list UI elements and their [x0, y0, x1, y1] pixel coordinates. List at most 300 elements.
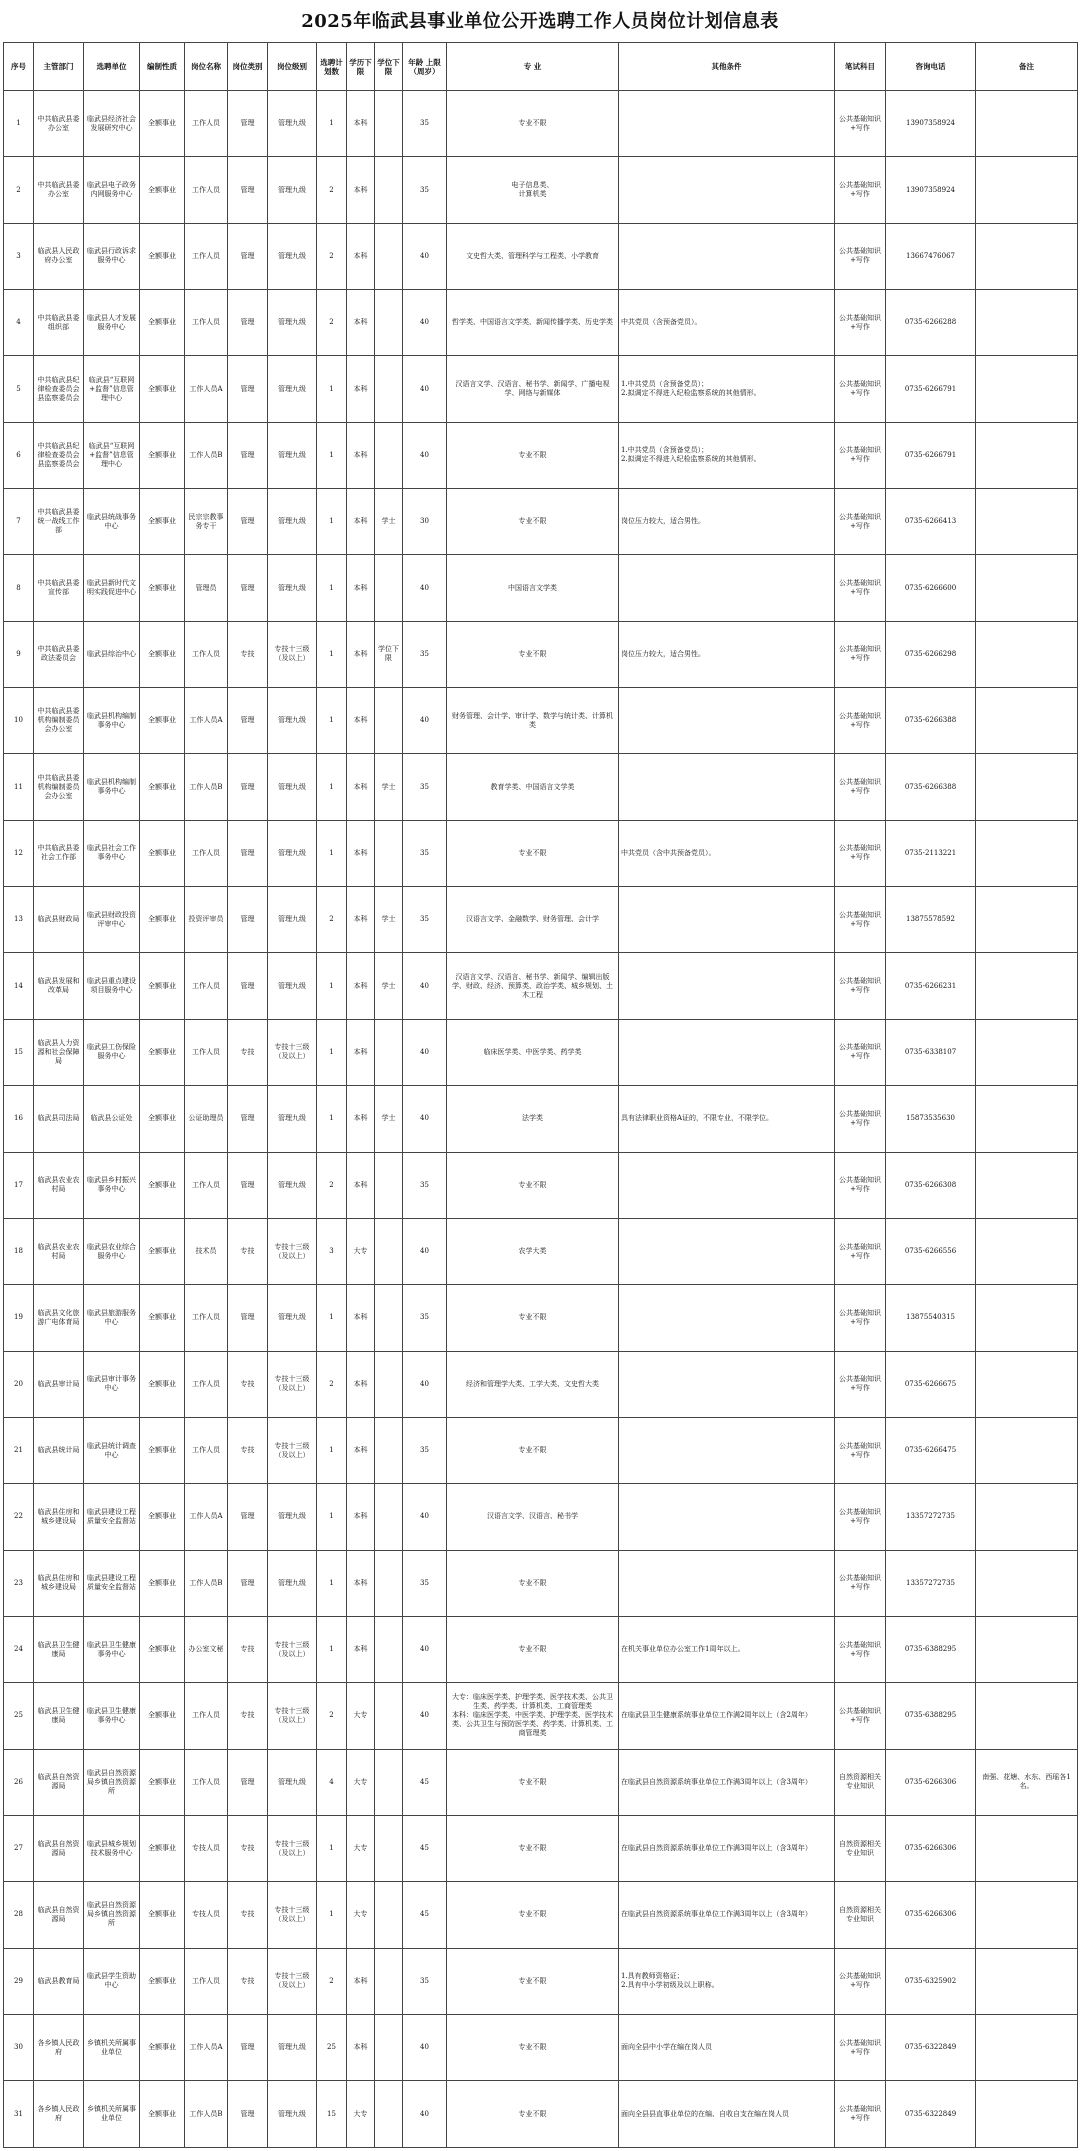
- cell-staffing-type: 全额事业: [140, 1882, 185, 1948]
- cell-age-max: 40: [403, 1218, 447, 1284]
- cell-department: 临武县自然资源局: [34, 1882, 84, 1948]
- cell-position-category: 管理: [228, 290, 268, 356]
- cell-position-category: 管理: [228, 953, 268, 1019]
- cell-position-name: 技术员: [185, 1218, 228, 1284]
- cell-department: 中共临武县委办公室: [34, 91, 84, 157]
- cell-major: 文史哲大类、管理科学与工程类、小学教育: [447, 223, 619, 289]
- cell-plan-count: 3: [317, 1218, 347, 1284]
- cell-major: 经济和管理学大类、工学大类、文史哲大类: [447, 1351, 619, 1417]
- cell-degree-min: [375, 290, 403, 356]
- cell-position-category: 管理: [228, 1086, 268, 1152]
- cell-exam-subject: 自然资源相关专业知识: [835, 1882, 886, 1948]
- cell-education-min: 本科: [347, 157, 375, 223]
- cell-phone: 13875578592: [886, 887, 976, 953]
- cell-position-category: 专技: [228, 1815, 268, 1881]
- cell-other-conditions: 中共党员（含预备党员）。: [619, 290, 835, 356]
- cell-department: 临武县农业农村局: [34, 1152, 84, 1218]
- cell-position-level: 管理九级: [268, 1152, 317, 1218]
- cell-education-min: 本科: [347, 1019, 375, 1085]
- cell-position-category: 管理: [228, 887, 268, 953]
- cell-degree-min: [375, 1815, 403, 1881]
- cell-age-max: 35: [403, 1550, 447, 1616]
- cell-position-name: 工作人员: [185, 157, 228, 223]
- cell-index: 24: [4, 1616, 34, 1682]
- cell-index: 18: [4, 1218, 34, 1284]
- cell-position-level: 管理九级: [268, 887, 317, 953]
- table-row: [4, 688, 1078, 754]
- header-unit: 选聘单位: [84, 43, 140, 91]
- cell-remarks: [976, 1484, 1078, 1550]
- cell-phone: 0735-6338107: [886, 1019, 976, 1085]
- cell-department: 临武县人民政府办公室: [34, 223, 84, 289]
- cell-position-level: 管理九级: [268, 91, 317, 157]
- cell-position-category: 管理: [228, 356, 268, 422]
- cell-remarks: 南强、花塘、水东、西瑶各1名。: [976, 1749, 1078, 1815]
- cell-unit: 临武县行政诉求服务中心: [84, 223, 140, 289]
- cell-education-min: 本科: [347, 953, 375, 1019]
- cell-position-name: 管理员: [185, 555, 228, 621]
- cell-age-max: 40: [403, 953, 447, 1019]
- cell-exam-subject: 自然资源相关专业知识: [835, 1749, 886, 1815]
- cell-exam-subject: 公共基础知识+写作: [835, 356, 886, 422]
- cell-unit: 临武县建设工程质量安全监督站: [84, 1484, 140, 1550]
- cell-index: 9: [4, 621, 34, 687]
- cell-phone: 0735-6325902: [886, 1948, 976, 2014]
- cell-plan-count: 1: [317, 356, 347, 422]
- position-plan-table: [3, 42, 1078, 2148]
- cell-major: 专业不限: [447, 1417, 619, 1483]
- cell-education-min: 本科: [347, 820, 375, 886]
- cell-plan-count: 1: [317, 1285, 347, 1351]
- header-degree-min: 学位下限: [375, 43, 403, 91]
- cell-remarks: [976, 1683, 1078, 1749]
- cell-phone: 0735-6388295: [886, 1683, 976, 1749]
- cell-unit: 临武县经济社会发展研究中心: [84, 91, 140, 157]
- cell-degree-min: [375, 1152, 403, 1218]
- cell-plan-count: 4: [317, 1749, 347, 1815]
- cell-department: 临武县审计局: [34, 1351, 84, 1417]
- cell-plan-count: 1: [317, 1086, 347, 1152]
- cell-exam-subject: 公共基础知识+写作: [835, 1218, 886, 1284]
- cell-other-conditions: 1.中共党员（含预备党员）； 2.拟调定不得进入纪检监察系统的其他情形。: [619, 356, 835, 422]
- cell-staffing-type: 全额事业: [140, 953, 185, 1019]
- cell-exam-subject: 公共基础知识+写作: [835, 2014, 886, 2080]
- cell-position-name: 工作人员: [185, 1351, 228, 1417]
- cell-remarks: [976, 356, 1078, 422]
- cell-remarks: [976, 290, 1078, 356]
- cell-other-conditions: 在临武县卫生健康系统事业单位工作满2周年以上（含2周年）: [619, 1683, 835, 1749]
- cell-department: 临武县自然资源局: [34, 1749, 84, 1815]
- header-major: 专 业: [447, 43, 619, 91]
- cell-major: 专业不限: [447, 621, 619, 687]
- cell-position-category: 管理: [228, 422, 268, 488]
- header-staffing-type: 编制性质: [140, 43, 185, 91]
- cell-department: 临武县卫生健康局: [34, 1683, 84, 1749]
- cell-education-min: 本科: [347, 754, 375, 820]
- cell-remarks: [976, 1086, 1078, 1152]
- cell-department: 临武县人力资源和社会保障局: [34, 1019, 84, 1085]
- cell-staffing-type: 全额事业: [140, 1683, 185, 1749]
- cell-position-level: 管理九级: [268, 555, 317, 621]
- cell-age-max: 40: [403, 223, 447, 289]
- cell-major: 汉语言文学、汉语言、秘书学、新闻学、广播电视学、网络与新媒体: [447, 356, 619, 422]
- cell-age-max: 40: [403, 1616, 447, 1682]
- cell-major: 中国语言文学类: [447, 555, 619, 621]
- cell-exam-subject: 公共基础知识+写作: [835, 1152, 886, 1218]
- cell-index: 16: [4, 1086, 34, 1152]
- cell-unit: 临武县财政投资评审中心: [84, 887, 140, 953]
- cell-other-conditions: [619, 1218, 835, 1284]
- cell-unit: 临武县机构编制事务中心: [84, 688, 140, 754]
- cell-education-min: 本科: [347, 1484, 375, 1550]
- cell-phone: 13907358924: [886, 157, 976, 223]
- cell-position-level: 专技十三级（及以上）: [268, 1351, 317, 1417]
- cell-position-category: 管理: [228, 223, 268, 289]
- table-row: [4, 157, 1078, 223]
- cell-position-name: 工作人员: [185, 820, 228, 886]
- cell-phone: 0735-6266231: [886, 953, 976, 1019]
- cell-education-min: 本科: [347, 489, 375, 555]
- cell-education-min: 大专: [347, 1882, 375, 1948]
- cell-education-min: 大专: [347, 1815, 375, 1881]
- cell-other-conditions: [619, 688, 835, 754]
- cell-phone: 0735-6266556: [886, 1218, 976, 1284]
- cell-remarks: [976, 1948, 1078, 2014]
- cell-exam-subject: 公共基础知识+写作: [835, 953, 886, 1019]
- cell-position-level: 专技十三级（及以上）: [268, 621, 317, 687]
- cell-department: 中共临武县纪律检查委员会县监察委员会: [34, 356, 84, 422]
- cell-degree-min: 学士: [375, 1086, 403, 1152]
- cell-education-min: 本科: [347, 688, 375, 754]
- cell-education-min: 本科: [347, 1086, 375, 1152]
- cell-plan-count: 1: [317, 621, 347, 687]
- cell-position-level: 管理九级: [268, 1086, 317, 1152]
- cell-age-max: 45: [403, 1749, 447, 1815]
- cell-position-name: 工作人员: [185, 1152, 228, 1218]
- cell-position-category: 管理: [228, 2014, 268, 2080]
- cell-other-conditions: [619, 91, 835, 157]
- cell-education-min: 本科: [347, 91, 375, 157]
- cell-major: 专业不限: [447, 1948, 619, 2014]
- cell-exam-subject: 公共基础知识+写作: [835, 1683, 886, 1749]
- cell-staffing-type: 全额事业: [140, 1815, 185, 1881]
- table-row: [4, 1218, 1078, 1284]
- cell-unit: 临武县卫生健康事务中心: [84, 1616, 140, 1682]
- cell-age-max: 40: [403, 1484, 447, 1550]
- cell-unit: 临武县城乡规划技术服务中心: [84, 1815, 140, 1881]
- cell-index: 11: [4, 754, 34, 820]
- cell-other-conditions: [619, 555, 835, 621]
- cell-index: 13: [4, 887, 34, 953]
- cell-phone: 0735-6322849: [886, 2014, 976, 2080]
- cell-other-conditions: 1.中共党员（含预备党员）； 2.拟调定不得进入纪检监察系统的其他情形。: [619, 422, 835, 488]
- cell-unit: 临武县机构编制事务中心: [84, 754, 140, 820]
- cell-plan-count: 1: [317, 422, 347, 488]
- cell-exam-subject: 公共基础知识+写作: [835, 754, 886, 820]
- cell-remarks: [976, 422, 1078, 488]
- cell-position-name: 专技人员: [185, 1815, 228, 1881]
- cell-plan-count: 2: [317, 157, 347, 223]
- cell-major: 财务管理、会计学、审计学、数学与统计类、计算机类: [447, 688, 619, 754]
- cell-other-conditions: [619, 1417, 835, 1483]
- cell-age-max: 35: [403, 820, 447, 886]
- header-other-conditions: 其他条件: [619, 43, 835, 91]
- cell-department: 临武县教育局: [34, 1948, 84, 2014]
- header-phone: 咨询电话: [886, 43, 976, 91]
- cell-staffing-type: 全额事业: [140, 290, 185, 356]
- table-row: [4, 1086, 1078, 1152]
- cell-staffing-type: 全额事业: [140, 1019, 185, 1085]
- table-row: [4, 1285, 1078, 1351]
- cell-age-max: 40: [403, 1019, 447, 1085]
- cell-department: 临武县文化旅游广电体育局: [34, 1285, 84, 1351]
- cell-degree-min: [375, 2014, 403, 2080]
- cell-index: 27: [4, 1815, 34, 1881]
- cell-exam-subject: 公共基础知识+写作: [835, 157, 886, 223]
- cell-index: 17: [4, 1152, 34, 1218]
- cell-remarks: [976, 1882, 1078, 1948]
- cell-major: 专业不限: [447, 1815, 619, 1881]
- header-row: [4, 43, 1078, 91]
- cell-index: 5: [4, 356, 34, 422]
- cell-staffing-type: 全额事业: [140, 1550, 185, 1616]
- cell-position-name: 工作人员: [185, 1749, 228, 1815]
- cell-position-level: 专技十三级（及以上）: [268, 1616, 317, 1682]
- cell-position-category: 专技: [228, 1218, 268, 1284]
- table-row: [4, 1683, 1078, 1749]
- cell-education-min: 本科: [347, 1948, 375, 2014]
- cell-phone: 0735-6266413: [886, 489, 976, 555]
- cell-remarks: [976, 1815, 1078, 1881]
- cell-exam-subject: 公共基础知识+写作: [835, 1550, 886, 1616]
- cell-position-category: 管理: [228, 555, 268, 621]
- cell-age-max: 40: [403, 2014, 447, 2080]
- cell-staffing-type: 全额事业: [140, 2081, 185, 2148]
- cell-education-min: 本科: [347, 621, 375, 687]
- cell-exam-subject: 公共基础知识+写作: [835, 223, 886, 289]
- cell-major: 专业不限: [447, 1749, 619, 1815]
- cell-exam-subject: 公共基础知识+写作: [835, 820, 886, 886]
- cell-plan-count: 1: [317, 555, 347, 621]
- header-education-min: 学历下限: [347, 43, 375, 91]
- cell-major: 汉语言文学、汉语言、秘书学、新闻学、编辑出版学、财政、经济、预算类、政治学类、城乡规划、土木工程: [447, 953, 619, 1019]
- cell-position-category: 专技: [228, 1948, 268, 2014]
- cell-exam-subject: 公共基础知识+写作: [835, 1351, 886, 1417]
- table-row: [4, 1749, 1078, 1815]
- cell-position-level: 专技十三级（及以上）: [268, 1815, 317, 1881]
- cell-phone: 0735-6266388: [886, 754, 976, 820]
- cell-unit: 临武县卫生健康事务中心: [84, 1683, 140, 1749]
- cell-other-conditions: 岗位压力较大，适合男性。: [619, 621, 835, 687]
- cell-age-max: 35: [403, 1152, 447, 1218]
- table-row: [4, 1815, 1078, 1881]
- cell-staffing-type: 全额事业: [140, 1285, 185, 1351]
- cell-major: 大专：临床医学类、护理学类、医学技术类、公共卫生类、药学类、计算机类、工商管理类 本科：临床医学类、中医学类、护理学类、医学技术类、公共卫生与预防医学类、药学类、计算机类、工商管理类: [447, 1683, 619, 1749]
- cell-phone: 0735-6266791: [886, 356, 976, 422]
- cell-degree-min: 学士: [375, 489, 403, 555]
- cell-age-max: 30: [403, 489, 447, 555]
- cell-age-max: 35: [403, 157, 447, 223]
- page-title: 2025年临武县事业单位公开选聘工作人员岗位计划信息表: [301, 11, 779, 32]
- table-row: [4, 2081, 1078, 2148]
- cell-exam-subject: 公共基础知识+写作: [835, 2081, 886, 2148]
- cell-index: 29: [4, 1948, 34, 2014]
- cell-degree-min: [375, 1285, 403, 1351]
- cell-position-level: 管理九级: [268, 1484, 317, 1550]
- table-row: [4, 489, 1078, 555]
- table-row: [4, 223, 1078, 289]
- cell-plan-count: 2: [317, 1683, 347, 1749]
- cell-degree-min: [375, 356, 403, 422]
- cell-phone: 0735-6266306: [886, 1749, 976, 1815]
- cell-major: 哲学类、中国语言文学类、新闻传播学类、历史学类: [447, 290, 619, 356]
- cell-position-level: 管理九级: [268, 157, 317, 223]
- cell-staffing-type: 全额事业: [140, 1351, 185, 1417]
- cell-plan-count: 1: [317, 1484, 347, 1550]
- cell-age-max: 40: [403, 1086, 447, 1152]
- cell-remarks: [976, 953, 1078, 1019]
- cell-index: 23: [4, 1550, 34, 1616]
- cell-position-level: 专技十三级（及以上）: [268, 1683, 317, 1749]
- cell-exam-subject: 公共基础知识+写作: [835, 688, 886, 754]
- cell-department: 中共临武县委机构编制委员会办公室: [34, 688, 84, 754]
- cell-other-conditions: 在临武县自然资源系统事业单位工作满3周年以上（含3周年）: [619, 1882, 835, 1948]
- cell-major: 专业不限: [447, 2081, 619, 2148]
- cell-index: 20: [4, 1351, 34, 1417]
- cell-remarks: [976, 621, 1078, 687]
- cell-plan-count: 2: [317, 1948, 347, 2014]
- cell-department: 临武县财政局: [34, 887, 84, 953]
- cell-index: 7: [4, 489, 34, 555]
- cell-age-max: 40: [403, 1351, 447, 1417]
- cell-education-min: 本科: [347, 1152, 375, 1218]
- cell-staffing-type: 全额事业: [140, 1417, 185, 1483]
- cell-education-min: 本科: [347, 290, 375, 356]
- table-row: [4, 1948, 1078, 2014]
- cell-position-category: 专技: [228, 621, 268, 687]
- cell-position-level: 管理九级: [268, 1550, 317, 1616]
- cell-unit: 临武县乡村振兴事务中心: [84, 1152, 140, 1218]
- cell-position-name: 工作人员: [185, 1683, 228, 1749]
- header-index: 序号: [4, 43, 34, 91]
- cell-staffing-type: 全额事业: [140, 489, 185, 555]
- cell-phone: 0735-6266298: [886, 621, 976, 687]
- cell-major: 农学大类: [447, 1218, 619, 1284]
- cell-phone: 0735-6266388: [886, 688, 976, 754]
- cell-degree-min: [375, 1019, 403, 1085]
- cell-position-level: 管理九级: [268, 290, 317, 356]
- cell-unit: 临武县学生资助中心: [84, 1948, 140, 2014]
- cell-index: 31: [4, 2081, 34, 2148]
- cell-plan-count: 1: [317, 1616, 347, 1682]
- cell-staffing-type: 全额事业: [140, 223, 185, 289]
- cell-education-min: 大专: [347, 2081, 375, 2148]
- cell-position-name: 工作人员: [185, 621, 228, 687]
- header-age-max: 年龄 上限（周岁）: [403, 43, 447, 91]
- cell-exam-subject: 公共基础知识+写作: [835, 489, 886, 555]
- cell-remarks: [976, 887, 1078, 953]
- table-row: [4, 2014, 1078, 2080]
- cell-department: 中共临武县委宣传部: [34, 555, 84, 621]
- cell-position-name: 工作人员B: [185, 1550, 228, 1616]
- cell-degree-min: [375, 157, 403, 223]
- cell-position-level: 专技十三级（及以上）: [268, 1417, 317, 1483]
- cell-education-min: 大专: [347, 1218, 375, 1284]
- cell-plan-count: 1: [317, 820, 347, 886]
- cell-major: 专业不限: [447, 422, 619, 488]
- cell-other-conditions: [619, 1152, 835, 1218]
- header-position-name: 岗位名称: [185, 43, 228, 91]
- cell-phone: 0735-6388295: [886, 1616, 976, 1682]
- cell-position-level: 专技十三级（及以上）: [268, 1882, 317, 1948]
- cell-exam-subject: 公共基础知识+写作: [835, 1616, 886, 1682]
- cell-index: 10: [4, 688, 34, 754]
- cell-remarks: [976, 754, 1078, 820]
- cell-other-conditions: 面向全县县直事业单位的在编、自收自支在编在岗人员: [619, 2081, 835, 2148]
- cell-unit: 临武县自然资源局乡镇自然资源所: [84, 1749, 140, 1815]
- cell-exam-subject: 公共基础知识+写作: [835, 91, 886, 157]
- cell-index: 30: [4, 2014, 34, 2080]
- cell-degree-min: [375, 688, 403, 754]
- cell-position-category: 管理: [228, 754, 268, 820]
- cell-remarks: [976, 1019, 1078, 1085]
- cell-age-max: 45: [403, 1882, 447, 1948]
- cell-staffing-type: 全额事业: [140, 1948, 185, 2014]
- cell-age-max: 35: [403, 621, 447, 687]
- cell-index: 19: [4, 1285, 34, 1351]
- table-row: [4, 953, 1078, 1019]
- cell-staffing-type: 全额事业: [140, 157, 185, 223]
- cell-position-category: 管理: [228, 1152, 268, 1218]
- header-department: 主管部门: [34, 43, 84, 91]
- cell-other-conditions: [619, 1550, 835, 1616]
- cell-plan-count: 2: [317, 223, 347, 289]
- cell-position-name: 民宗宗教事务专干: [185, 489, 228, 555]
- cell-unit: 临武县自然资源局乡镇自然资源所: [84, 1882, 140, 1948]
- cell-unit: 乡镇机关所属事业单位: [84, 2014, 140, 2080]
- cell-other-conditions: [619, 953, 835, 1019]
- cell-position-name: 投资评审员: [185, 887, 228, 953]
- cell-index: 21: [4, 1417, 34, 1483]
- cell-other-conditions: 面向全县中小学在编在岗人员: [619, 2014, 835, 2080]
- cell-phone: 0735-2113221: [886, 820, 976, 886]
- cell-age-max: 40: [403, 688, 447, 754]
- cell-education-min: 大专: [347, 1749, 375, 1815]
- cell-index: 8: [4, 555, 34, 621]
- cell-other-conditions: [619, 223, 835, 289]
- cell-department: 中共临武县纪律检查委员会县监察委员会: [34, 422, 84, 488]
- cell-major: 法学类: [447, 1086, 619, 1152]
- cell-position-category: 管理: [228, 1484, 268, 1550]
- cell-staffing-type: 全额事业: [140, 2014, 185, 2080]
- cell-exam-subject: 公共基础知识+写作: [835, 887, 886, 953]
- cell-unit: 临武县“互联网+监督”信息管理中心: [84, 356, 140, 422]
- cell-phone: 0735-6322849: [886, 2081, 976, 2148]
- table-row: [4, 820, 1078, 886]
- header-plan-count: 选聘计划数: [317, 43, 347, 91]
- cell-major: 专业不限: [447, 91, 619, 157]
- cell-position-name: 工作人员: [185, 1285, 228, 1351]
- cell-position-category: 管理: [228, 1550, 268, 1616]
- table-row: [4, 290, 1078, 356]
- cell-degree-min: [375, 1749, 403, 1815]
- table-row: [4, 356, 1078, 422]
- cell-education-min: 本科: [347, 356, 375, 422]
- cell-degree-min: [375, 2081, 403, 2148]
- table-row: [4, 555, 1078, 621]
- cell-department: 中共临武县委社会工作部: [34, 820, 84, 886]
- cell-index: 3: [4, 223, 34, 289]
